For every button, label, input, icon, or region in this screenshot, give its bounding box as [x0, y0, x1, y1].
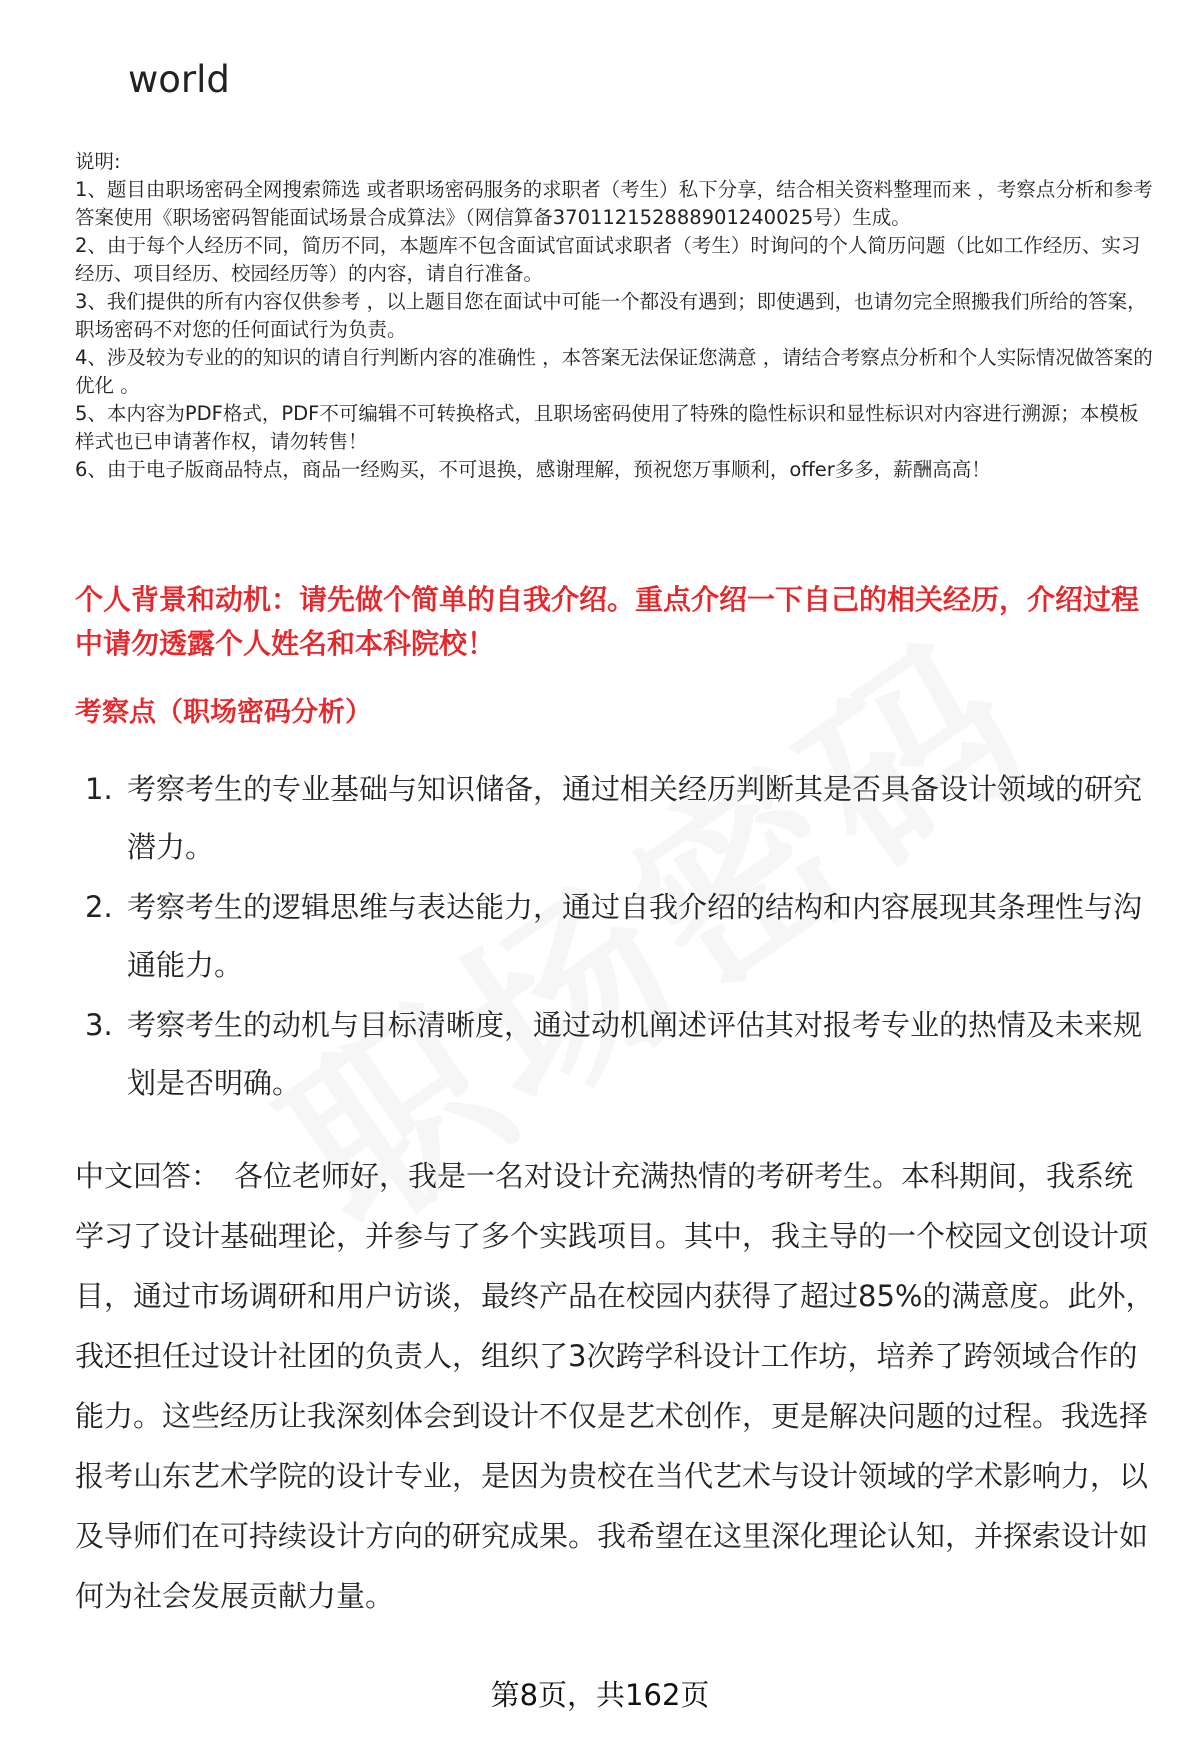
note-item: 5、本内容为PDF格式，PDF不可编辑不可转换格式，且职场密码使用了特殊的隐性标识和显性标识对内容进行溯源；本模板样式也已申请著作权，请勿转售！ — [75, 402, 1139, 453]
note-item: 3、我们提供的所有内容仅供参考 ，以上题目您在面试中可能一个都没有遇到；即使遇到，也请勿完全照搬我们所给的答案，职场密码不对您的任何面试行为负责。 — [75, 290, 1147, 341]
notes-section — [75, 148, 1155, 484]
note-item: 4、涉及较为专业的的知识的请自行判断内容的准确性 ，本答案无法保证您满意 ，请结合考察点分析和个人实际情况做答案的优化 。 — [75, 346, 1153, 397]
note-item: 6、由于电子版商品特点，商品一经购买，不可退换，感谢理解，预祝您万事顺利，offer多多，薪酬高高！ — [75, 458, 991, 481]
point-text: 考察考生的逻辑思维与表达能力，通过自我介绍的结构和内容展现其条理性与沟通能力。 — [127, 890, 1143, 982]
interview-question: 个人背景和动机：请先做个简单的自我介绍。重点介绍一下自己的相关经历，介绍过程中请勿透露个人姓名和本科院校！ — [75, 583, 1140, 660]
point-text: 考察考生的动机与目标清晰度，通过动机阐述评估其对报考专业的热情及未来规划是否明确。 — [127, 1008, 1143, 1100]
point-item — [75, 878, 1155, 994]
answer-text: 各位老师好，我是一名对设计充满热情的考研考生。本科期间，我系统学习了设计基础理论，并参与了多个实践项目。其中，我主导的一个校园文创设计项目，通过市场调研和用户访谈，最终产品在校园内获得了超过85%的满意度。此外，我还担任过设计社团的负责人，组织了3次跨学科设计工作坊，培养了跨领域合作的能力。这些经历让我深刻体会到设计不仅是艺术创作，更是解决问题的过程。我选择报考山东艺术学院的设计专业，是因为贵校在当代艺术与设计领域的学术影响力，以及导师们在可持续设计方向的研究成果。我希望在这里深化理论认知，并探索设计如何为社会发展贡献力量。 — [75, 1159, 1155, 1613]
point-number: 1. — [85, 772, 113, 806]
point-item — [75, 760, 1155, 876]
point-item — [75, 996, 1155, 1112]
page-number: 第8页，共162页 — [490, 1678, 710, 1712]
header-word: world — [128, 58, 230, 101]
note-item: 1、题目由职场密码全网搜索筛选 或者职场密码服务的求职者（考生）私下分享，结合相关资料整理而来 ，考察点分析和参考答案使用《职场密码智能面试场景合成算法》（网信算备370112152888901240025号）生成。 — [75, 178, 1153, 229]
point-number: 2. — [85, 890, 113, 924]
point-number: 3. — [85, 1008, 113, 1042]
answer-label: 中文回答： — [75, 1159, 221, 1193]
point-text: 考察考生的专业基础与知识储备，通过相关经历判断其是否具备设计领域的研究潜力。 — [127, 772, 1143, 864]
notes-title: 说明: — [75, 150, 121, 173]
points-list — [75, 760, 1155, 1114]
note-item: 2、由于每个人经历不同，简历不同，本题库不包含面试官面试求职者（考生）时询问的个人简历问题（比如工作经历、实习经历、项目经历、校园经历等）的内容，请自行准备。 — [75, 234, 1141, 285]
points-title: 考察点（职场密码分析） — [75, 697, 372, 728]
answer-section — [75, 1146, 1160, 1626]
